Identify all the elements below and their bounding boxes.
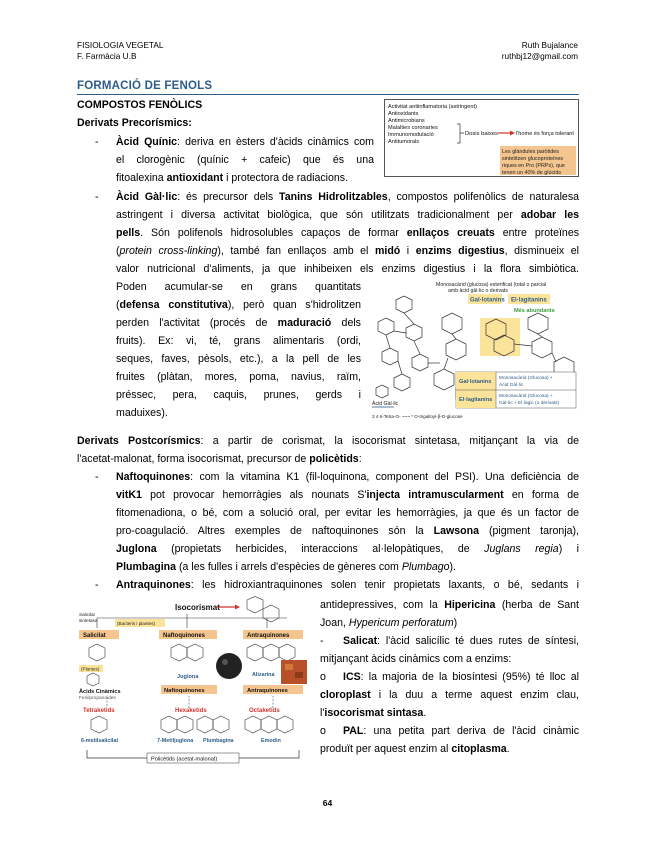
svg-text:Antraquinones: Antraquinones [247, 633, 290, 639]
acid-galic-structure [376, 385, 388, 398]
svg-text:sintetasa: sintetasa [79, 618, 98, 623]
quinic-line-3: fitoalexina antioxidant i protectora de radiacions. [116, 172, 349, 184]
postcorismics-line-2: l'acetat-malonat, forma isocorismat, precursor de policètids: [77, 453, 362, 465]
figure-isochorismate [77, 596, 309, 774]
svg-text:Monosacàrid (Glucosa) +: Monosacàrid (Glucosa) + [499, 394, 553, 399]
svg-text:Gal·lotanins: Gal·lotanins [470, 297, 505, 304]
galic-line-1: Àcid Gàl·lic: és precursor dels Tanins Hidrolitzables, compostos polifenòlics de naturalesa [116, 191, 579, 203]
svg-text:Salicilat: Salicilat [79, 612, 95, 617]
svg-text:Àcids Cinàmics: Àcids Cinàmics [79, 689, 121, 695]
nafto-line-2: vitK1 pot provocar hemorràgies als nounats S'injecta intramuscularment en forma de [116, 489, 579, 501]
svg-text:Fenilpropanoides: Fenilpropanoides [79, 696, 116, 701]
page-number: 64 [322, 798, 333, 808]
svg-text:Més abundants: Més abundants [514, 308, 555, 314]
quinic-line-1: Àcid Quínic: deriva en èsters d'àcids cinàmics com [116, 136, 374, 148]
ics-line-3: l'isocorismat sintasa. [320, 707, 427, 719]
svg-text:Gàl·lic + El·làgic (o derivats: Gàl·lic + El·làgic (o derivats) [499, 401, 560, 406]
galic-line-2: astringent i diversa activitat biològica, que són utilitzats tradicionalment per adobar les [116, 209, 579, 221]
activity-item: Antitumorals [388, 139, 420, 145]
tannin-structure-left [378, 296, 440, 391]
galic-line-9: fruits). Ex: vi, té, grans alimentaris (ordi, [116, 335, 361, 347]
postcorismics-line-1: Derivats Postcorísmics: a partir de corismat, la isocorismat sintetasa, mitjançant la via de [77, 435, 579, 447]
svg-text:6-metilsalicilat: 6-metilsalicilat [81, 738, 119, 744]
bullet-o: o [320, 725, 326, 737]
svg-text:riques en Pro (PRPs), que: riques en Pro (PRPs), que [502, 163, 565, 169]
section-title: FORMACIÓ DE FENOLS [77, 80, 579, 95]
antra-line-1: Antraquinones: les hidroxiantraquinones solen tenir propietats laxants, o bé, sedants i [116, 579, 579, 591]
figure-tannins [368, 278, 579, 422]
activity-item: Malalties coronaries [388, 125, 438, 131]
bullet-dash: - [95, 136, 99, 148]
svg-text:(Plantes): (Plantes) [81, 666, 100, 672]
pal-line-1: PAL: una petita part deriva de l'àcid cinàmic [343, 725, 579, 737]
activity-item: Antioxidants [388, 111, 419, 117]
bullet-dash: - [95, 471, 99, 483]
bullet-dash: - [320, 635, 324, 647]
galic-line-6: Poden acumular-se en grans quantitats [116, 281, 361, 293]
svg-text:Juglona: Juglona [177, 674, 199, 680]
bullet-o: o [320, 671, 326, 683]
svg-text:Àcid Gàl·lic: Àcid Gàl·lic [372, 401, 399, 407]
svg-text:3 4 6-Tetra-O- ~~~ * O-trigall: 3 4 6-Tetra-O- ~~~ * O-trigalloyl-β-D-glucose [372, 414, 463, 419]
galic-line-4: (protein cross-linking), també fan enllaços amb el midó i enzims digestius, disminueix el [116, 245, 579, 257]
svg-text:Plumbagina: Plumbagina [203, 738, 234, 744]
header-course: FISIOLOGIA VEGETAL [77, 40, 164, 50]
activity-item: Antimicrobians [388, 118, 425, 124]
antra-line-2: antidepressives, com la Hipericina (herba de Sant [320, 599, 579, 611]
header-author: Ruth Bujalance [521, 40, 578, 50]
svg-text:Naftoquinones: Naftoquinones [164, 688, 205, 694]
isochorismate-diagram [77, 596, 309, 774]
red-arrow-head [510, 131, 515, 136]
tannin-diagram [368, 278, 579, 422]
header-right [480, 40, 578, 62]
galic-line-13: maduixes). [116, 407, 168, 419]
svg-text:El·lagitanins: El·lagitanins [511, 297, 547, 304]
nafto-line-6: Plumbagina (a les fulles i arrels d'espècies de gèneres com Plumbago). [116, 561, 457, 573]
salicat-line-2: mitjançant àcids cinàmics com a enzims: [320, 653, 512, 665]
ics-line-2: cloroplast i la duu a terme aquest enzim clau, [320, 689, 579, 701]
svg-text:tenen un 40% de glúcids: tenen un 40% de glúcids [502, 170, 562, 176]
galic-line-5: valor nutricional d'aliments, ja que inhibeixen els enzims digestius i la flora simbiòtica. [116, 263, 579, 275]
activity-item: Immunomodulació [388, 132, 434, 138]
activity-item: Activitat antiinflamatoria (astringent) [388, 104, 477, 110]
tannin-legend [456, 372, 576, 408]
subtitle: COMPOSTOS FENÒLICS [77, 99, 203, 111]
pal-line-2: produït per aquest enzim al citoplasma. [320, 743, 510, 755]
tolerance-label: l'home és força tolerant [516, 131, 574, 137]
header-email[interactable]: ruthbj12@gmail.com [501, 51, 578, 61]
galic-line-11: fruites (plàtan, mores, poma, navius, raïm, [116, 371, 361, 383]
svg-text:Les glàndules paròtides: Les glàndules paròtides [502, 149, 559, 155]
juglans-photo [216, 653, 242, 679]
header-faculty: F. Farmàcia U.B [77, 51, 137, 61]
svg-text:Octaketids: Octaketids [249, 708, 280, 714]
svg-text:Hexaketids: Hexaketids [175, 708, 207, 714]
quinic-line-2: el clorogènic (quínic + cafeic) que és una [116, 154, 374, 166]
header-left [77, 40, 227, 62]
dose-label: Dosis baixes [465, 131, 498, 137]
galic-line-12: préssec, pera, caquis, prunes, gerds i [116, 389, 361, 401]
svg-text:Antraquinones: Antraquinones [247, 688, 288, 694]
galic-line-7: (defensa constitutiva), però quan s'hidrolitzen [116, 299, 361, 311]
svg-text:Policètids (acetat-malonat): Policètids (acetat-malonat) [151, 756, 218, 763]
svg-text:Tetraketids: Tetraketids [83, 708, 115, 714]
ketide-structures [91, 716, 293, 733]
svg-text:Àcid Gàl·lic: Àcid Gàl·lic [499, 383, 524, 388]
salicat-line-1: Salicat: l'àcid salicílic té dues rutes de síntesi, [343, 635, 579, 647]
svg-text:Alizarina: Alizarina [252, 672, 275, 678]
galic-line-8: perden l'activitat (procés de maduració dels [116, 317, 361, 329]
galic-line-3: pells. Són polifenols hidrosolubles capaços de formar enllaços creuats entre proteïnes [116, 227, 579, 239]
svg-text:Naftoquinones: Naftoquinones [163, 633, 205, 639]
svg-text:Monosacàrid (glucosa) esterifi: Monosacàrid (glucosa) esterificat (total o parcial [436, 282, 547, 288]
svg-text:sintetitzen glucoproteïnes: sintetitzen glucoproteïnes [502, 156, 564, 162]
nafto-line-5: Juglona (propietats herbicides, interaccions al·lelopàtiques, de Juglans regia) i [116, 543, 579, 555]
nafto-line-4: pro-coagulació. Altres exemples de naftoquinones són la Lawsona (pigment taronja), [116, 525, 579, 537]
svg-text:Salicilat: Salicilat [83, 633, 106, 639]
galic-line-10: seques, faves, pèsols, etc.), a la pell de les [116, 353, 361, 365]
svg-text:Monosacàrid (Glucosa) +: Monosacàrid (Glucosa) + [499, 376, 553, 381]
svg-text:amb àcid gàl·lic o derivats: amb àcid gàl·lic o derivats [448, 288, 508, 294]
bullet-dash: - [95, 191, 99, 203]
activity-diagram [385, 100, 580, 178]
precorismics-heading: Derivats Precorísmics: [77, 117, 192, 129]
ics-line-1: ICS: la majoria de la biosíntesi (95%) té lloc al [343, 671, 579, 683]
svg-text:El·lagitanins: El·lagitanins [459, 397, 493, 403]
svg-text:Isocorismat: Isocorismat [175, 603, 220, 612]
svg-text:Emodin: Emodin [261, 738, 281, 744]
svg-text:7-Metiljuglona: 7-Metiljuglona [157, 738, 194, 744]
svg-text:Gal·lotanins: Gal·lotanins [459, 379, 492, 385]
svg-text:(Bacteris i plantes): (Bacteris i plantes) [117, 621, 156, 626]
bullet-dash: - [95, 579, 99, 591]
nafto-line-1: Naftoquinones: com la vitamina K1 (fil-loquinona, component del PSI). Una deficiència de [116, 471, 579, 483]
madder-photo [281, 660, 307, 684]
antra-line-3: Joan, Hypericum perforatum) [320, 617, 458, 629]
nafto-line-3: fitomenadiona, o bé, com a solució oral, per evitar les hemorràgies, ja que és un factor de [116, 507, 579, 519]
pathway-structures [89, 644, 295, 661]
figure-tannin-activity [384, 99, 579, 177]
